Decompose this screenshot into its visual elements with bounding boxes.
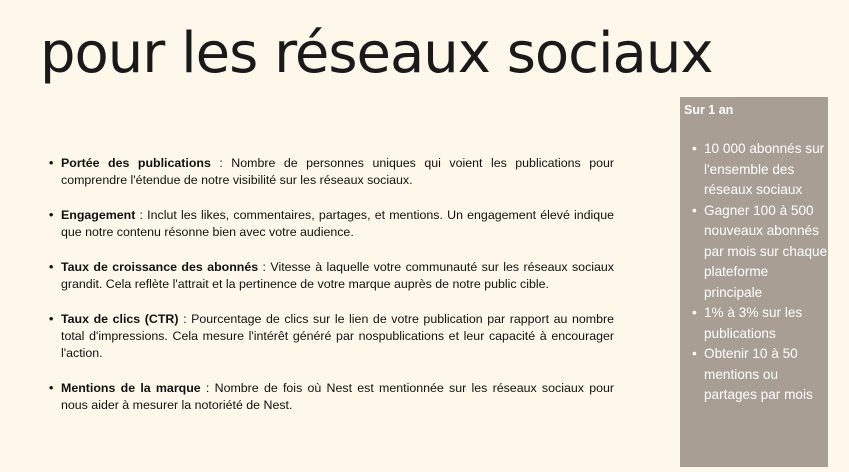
metric-description: : Vitesse à laquelle votre communauté sur les réseaux sociaux grandit. Cela reflète l'attrait et la pertinence de votre marque auprès de notre public cible. <box>61 260 614 291</box>
bullet-icon: • <box>49 312 54 326</box>
goal-text: 10 000 abonnés sur l'ensemble des réseaux sociaux <box>704 141 825 197</box>
goals-list <box>680 139 828 406</box>
metric-description: : Pourcentage de clics sur le lien de votre publication par rapport au nombre total d'impressions. Cela mesure l'intérêt généré par nospublications et leur capacité à encourager l'action. <box>61 312 614 360</box>
goals-panel <box>680 97 828 467</box>
metric-term: Mentions de la marque <box>61 381 201 395</box>
goal-text: 1% à 3% sur les publications <box>704 305 803 341</box>
bullet-icon: • <box>49 381 54 395</box>
bullet-icon: • <box>692 202 697 218</box>
metric-item-ctr <box>47 311 614 362</box>
page-title: pour les réseaux sociaux <box>40 21 713 86</box>
bullet-icon: • <box>49 156 54 170</box>
metric-description: : Nombre de personnes uniques qui voient les publications pour comprendre l'étendue de notre visibilité sur les réseaux sociaux. <box>61 156 614 187</box>
bullet-icon: • <box>49 260 54 274</box>
bullet-icon: • <box>49 208 54 222</box>
metric-description: : Nombre de fois où Nest est mentionnée sur les réseaux sociaux pour nous aider à mesurer la notoriété de Nest. <box>61 381 614 412</box>
bullet-icon: • <box>692 141 697 156</box>
metric-item-mentions <box>47 380 614 414</box>
goal-item <box>680 201 828 304</box>
goals-heading: Sur 1 an <box>684 103 734 117</box>
metric-item-reach <box>47 155 614 189</box>
goal-item <box>680 303 828 344</box>
goal-text: Gagner 100 à 500 nouveaux abonnés par mois sur chaque plateforme principale <box>704 202 828 300</box>
bullet-icon: • <box>692 305 697 320</box>
metric-term: Taux de croissance des abonnés <box>61 260 259 274</box>
metric-description: : Inclut les likes, commentaires, partages, et mentions. Un engagement élevé indique que notre contenu résonne bien avec votre audience. <box>61 208 614 239</box>
metrics-list <box>47 155 614 432</box>
metric-term: Taux de clics (CTR) <box>61 312 179 326</box>
bullet-icon: • <box>692 346 697 361</box>
goal-text: Obtenir 10 à 50 mentions ou partages par mois <box>704 346 813 402</box>
metric-term: Engagement <box>61 208 136 222</box>
metric-term: Portée des publications <box>61 156 211 170</box>
goal-item <box>680 139 828 201</box>
metric-item-growth <box>47 259 614 293</box>
metric-item-engagement <box>47 207 614 241</box>
goal-item <box>680 344 828 406</box>
